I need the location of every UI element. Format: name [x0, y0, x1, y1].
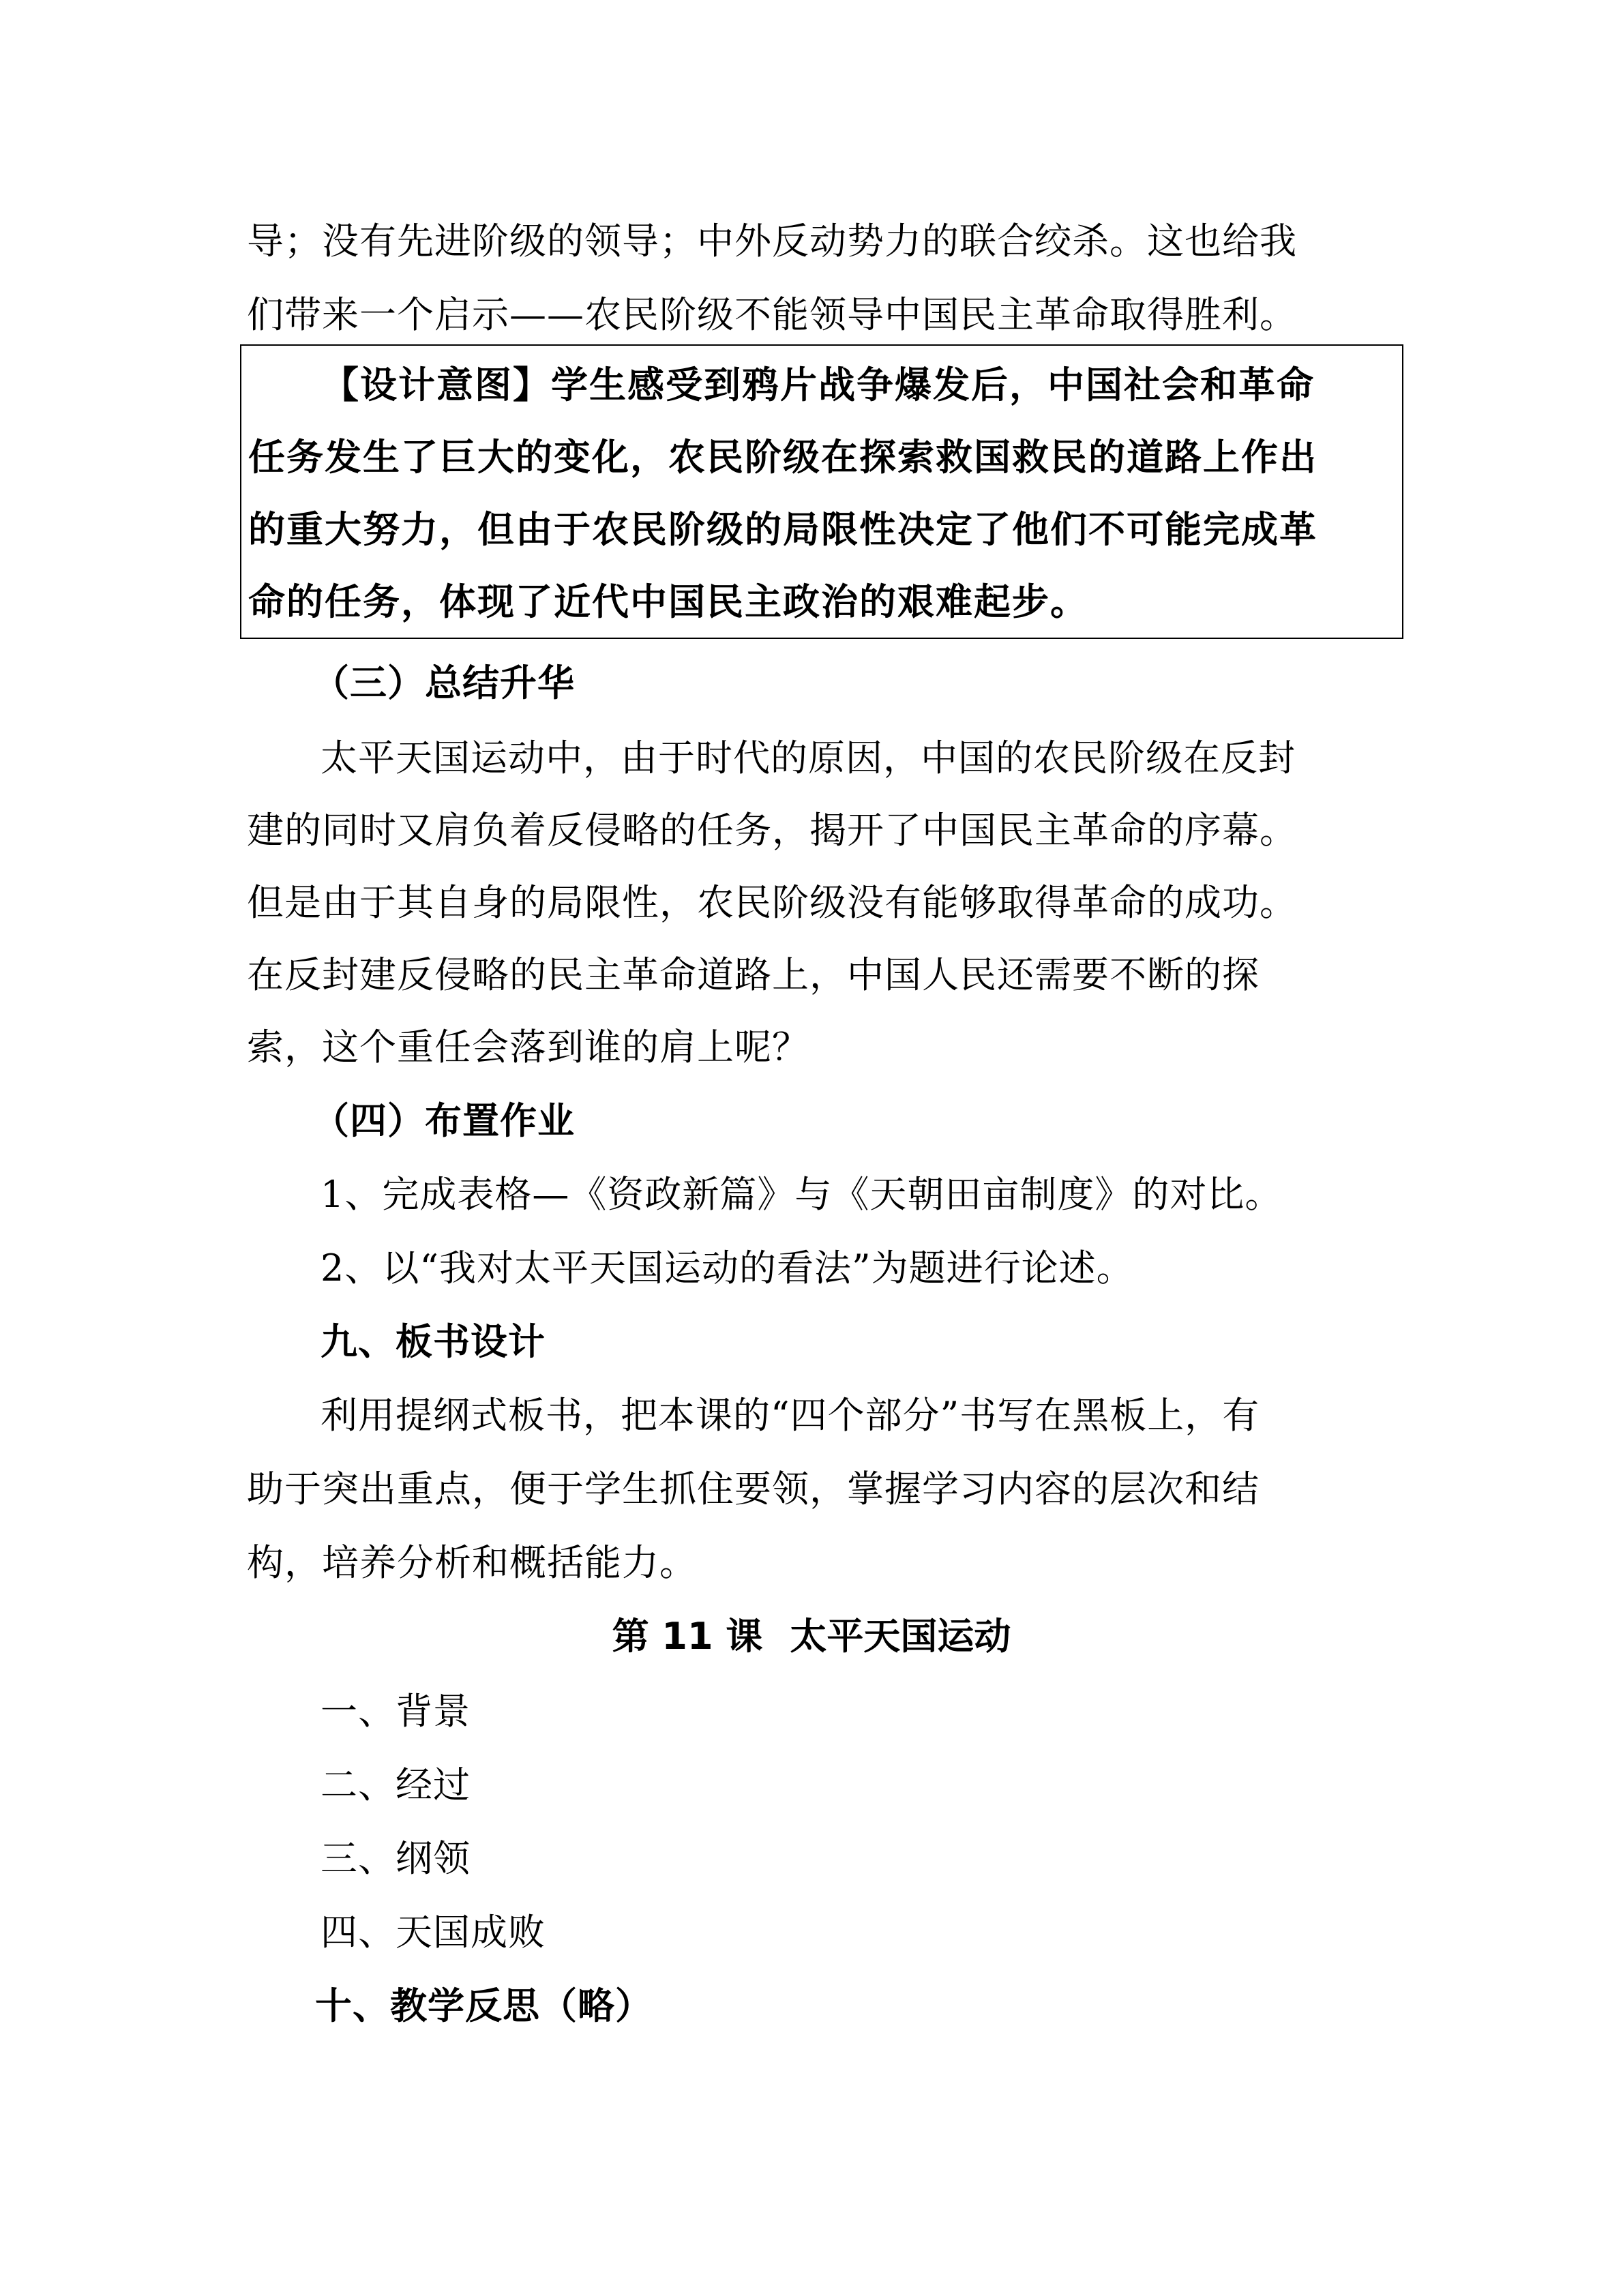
summary-line-4: 在反封建反侵略的民主革命道路上，中国人民还需要不断的探 [247, 953, 1260, 996]
summary-line-1: 太平天国运动中，由于时代的原因，中国的农民阶级在反封 [321, 736, 1296, 779]
blackboard-line-2: 助于突出重点，便于学生抓住要领，掌握学习内容的层次和结 [247, 1467, 1260, 1510]
design-intent-box [240, 344, 1403, 639]
summary-heading: （三）总结升华 [312, 661, 575, 704]
homework-heading: （四）布置作业 [312, 1099, 575, 1142]
design-intent-line-3: 的重大努力，但由于农民阶级的局限性决定了他们不可能完成革 [248, 508, 1317, 551]
blackboard-line-3: 构，培养分析和概括能力。 [247, 1541, 697, 1584]
outline-item-4: 四、天国成败 [321, 1911, 546, 1954]
blackboard-line-1: 利用提纲式板书，把本课的“四个部分”书写在黑板上，有 [321, 1394, 1260, 1437]
summary-line-5: 索，这个重任会落到谁的肩上呢？ [247, 1026, 809, 1069]
design-intent-line-4: 命的任务，体现了近代中国民主政治的艰难起步。 [248, 580, 1088, 623]
outline-item-3: 三、纲领 [321, 1837, 471, 1880]
outline-item-2: 二、经过 [321, 1763, 471, 1806]
design-intent-line-1: 【设计意图】学生感受到鸦片战争爆发后，中国社会和革命 [322, 363, 1315, 406]
lesson-title: 太平天国运动 [790, 1615, 1011, 1658]
intro-line-1: 导；没有先进阶级的领导；中外反动势力的联合绞杀。这也给我 [247, 220, 1297, 263]
intro-line-2: 们带来一个启示——农民阶级不能领导中国民主革命取得胜利。 [247, 293, 1297, 336]
homework-item-2: 2、以“我对太平天国运动的看法”为题进行论述。 [321, 1247, 1134, 1289]
blackboard-heading: 九、板书设计 [321, 1320, 546, 1363]
lesson-title-row [0, 1612, 1623, 1661]
reflection-heading: 十、教学反思（略） [315, 1984, 653, 2027]
outline-item-1: 一、背景 [321, 1690, 471, 1733]
homework-item-1: 1、完成表格—《资政新篇》与《天朝田亩制度》的对比。 [321, 1173, 1283, 1216]
summary-line-2: 建的同时又肩负着反侵略的任务，揭开了中国民主革命的序幕。 [247, 809, 1297, 852]
design-intent-line-2: 任务发生了巨大的变化，农民阶级在探索救国救民的道路上作出 [248, 436, 1317, 479]
summary-line-3: 但是由于其自身的局限性，农民阶级没有能够取得革命的成功。 [247, 881, 1297, 924]
lesson-number: 第 11 课 [612, 1615, 763, 1658]
